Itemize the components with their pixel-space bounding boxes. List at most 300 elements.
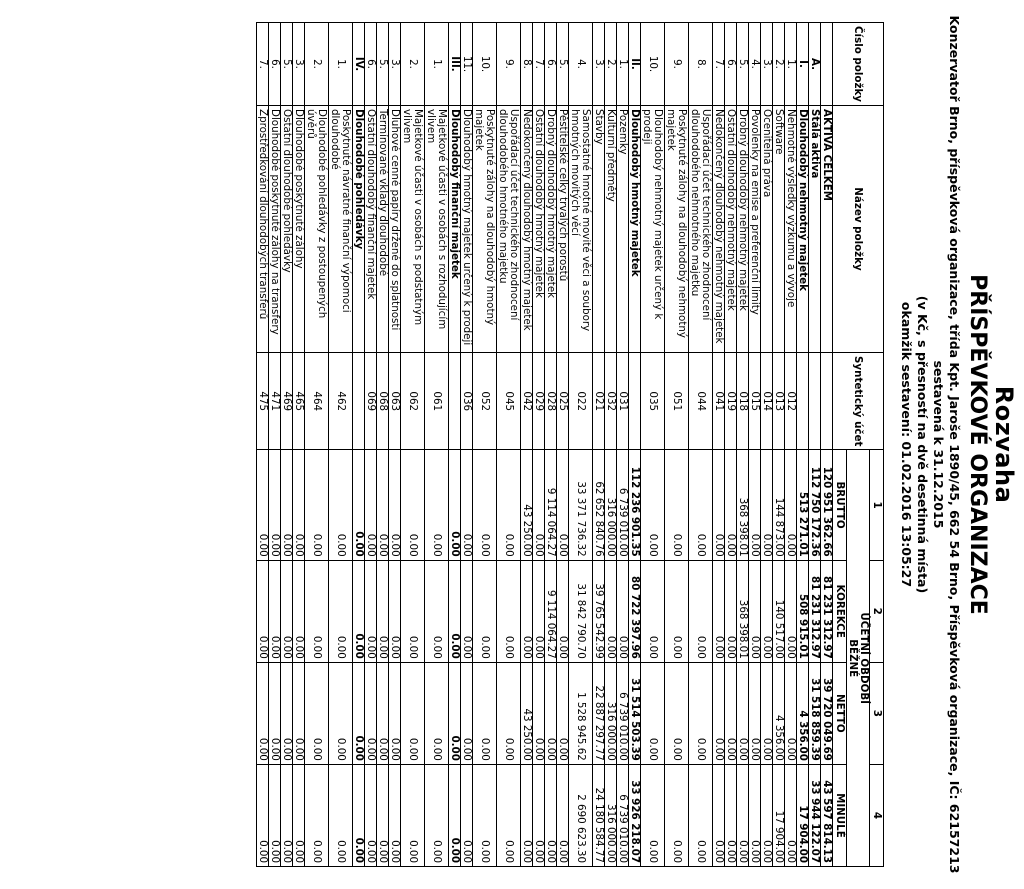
table-row — [449, 23, 461, 867]
document-title: Rozvaha — [990, 385, 1018, 504]
row-brutto: 0.00 — [305, 450, 329, 560]
row-account: 035 — [641, 353, 665, 450]
row-netto: 0.00 — [425, 662, 449, 764]
row-name: Dlouhodobé pohledávky — [353, 106, 365, 353]
col-header-account: Syntetický účet — [833, 353, 884, 450]
row-number: 5. — [557, 23, 569, 106]
row-minule: 0.00 — [425, 764, 449, 866]
row-account — [821, 353, 833, 450]
row-account: 465 — [293, 353, 305, 450]
row-minule: 0.00 — [401, 764, 425, 866]
table-row — [761, 23, 773, 867]
row-number: 6. — [365, 23, 377, 106]
row-korekce: 0.00 — [557, 560, 569, 662]
row-netto: 0.00 — [761, 662, 773, 764]
row-brutto: 0.00 — [749, 450, 761, 560]
row-minule: 316 000.00 — [605, 764, 617, 866]
row-number: 8. — [689, 23, 713, 106]
table-row — [593, 23, 605, 867]
row-minule: 6 739 010.00 — [617, 764, 629, 866]
row-name: Ostatní dlouhodobý nehmotný majetek — [725, 106, 737, 353]
row-number: 4. — [749, 23, 761, 106]
table-row — [257, 23, 269, 867]
row-account: 462 — [329, 353, 353, 450]
row-account: 014 — [761, 353, 773, 450]
table-row — [665, 23, 689, 867]
row-netto: 0.00 — [353, 662, 365, 764]
row-number: 1. — [329, 23, 353, 106]
row-korekce: 0.00 — [785, 560, 797, 662]
row-brutto: 0.00 — [665, 450, 689, 560]
row-name: Pěstitelské celky trvalých porostů — [557, 106, 569, 353]
row-netto: 0.00 — [401, 662, 425, 764]
row-minule: 0.00 — [497, 764, 521, 866]
row-number: 2. — [305, 23, 329, 106]
row-minule: 0.00 — [461, 764, 473, 866]
row-korekce: 0.00 — [461, 560, 473, 662]
row-number: 7. — [257, 23, 269, 106]
row-brutto: 0.00 — [713, 450, 725, 560]
col-number-2: 2 — [870, 560, 884, 662]
row-brutto: 0.00 — [533, 450, 545, 560]
table-row — [353, 23, 365, 867]
row-korekce: 0.00 — [689, 560, 713, 662]
row-minule: 17 904.00 — [797, 764, 809, 866]
row-account: 062 — [401, 353, 425, 450]
table-row — [557, 23, 569, 867]
row-number: I. — [797, 23, 809, 106]
row-minule: 0.00 — [689, 764, 713, 866]
row-name: Povolenky na emise a preferenční limity — [749, 106, 761, 353]
row-brutto: 0.00 — [449, 450, 461, 560]
row-brutto: 0.00 — [401, 450, 425, 560]
row-account: 025 — [557, 353, 569, 450]
timestamp-line: okamžik sestavení: 01.02.2016 13:05:27 — [899, 301, 914, 588]
row-netto: 0.00 — [449, 662, 461, 764]
row-minule: 0.00 — [281, 764, 293, 866]
row-korekce: 0.00 — [449, 560, 461, 662]
row-minule: 0.00 — [665, 764, 689, 866]
row-number: 1. — [617, 23, 629, 106]
row-name: Ostatní dlouhodobý finanční majetek — [365, 106, 377, 353]
row-brutto: 120 951 362.66 — [821, 450, 833, 560]
row-account: 036 — [461, 353, 473, 450]
table-row — [461, 23, 473, 867]
row-account: 475 — [257, 353, 269, 450]
row-korekce: 0.00 — [305, 560, 329, 662]
balance-sheet-rows — [257, 23, 833, 867]
row-korekce: 0.00 — [725, 560, 737, 662]
row-account: 028 — [545, 353, 557, 450]
row-account: 013 — [773, 353, 785, 450]
row-brutto: 112 750 172.36 — [809, 450, 821, 560]
row-minule: 0.00 — [737, 764, 749, 866]
row-netto: 0.00 — [533, 662, 545, 764]
row-brutto: 112 236 901.35 — [629, 450, 641, 560]
row-number: IV. — [353, 23, 365, 106]
row-number: A. — [809, 23, 821, 106]
col-number-4: 4 — [870, 764, 884, 866]
table-row — [473, 23, 497, 867]
row-netto: 0.00 — [281, 662, 293, 764]
row-minule: 0.00 — [641, 764, 665, 866]
row-name: Drobný dlouhodobý hmotný majetek — [545, 106, 557, 353]
row-minule: 0.00 — [257, 764, 269, 866]
col-header-korekce: KOREKCE — [833, 560, 847, 662]
row-account: 063 — [389, 353, 401, 450]
table-row — [725, 23, 737, 867]
row-number: 3. — [389, 23, 401, 106]
row-netto: 0.00 — [785, 662, 797, 764]
row-korekce: 81 231 312.97 — [809, 560, 821, 662]
row-brutto: 0.00 — [389, 450, 401, 560]
row-number: 11. — [461, 23, 473, 106]
row-account: 041 — [713, 353, 725, 450]
row-minule: 43 597 814.13 — [821, 764, 833, 866]
row-brutto: 0.00 — [557, 450, 569, 560]
row-korekce: 508 915.01 — [797, 560, 809, 662]
date-line: sestavená k 31.12.2015 — [931, 360, 946, 529]
row-minule: 0.00 — [785, 764, 797, 866]
row-brutto: 0.00 — [353, 450, 365, 560]
row-brutto: 62 652 840.76 — [593, 450, 605, 560]
row-minule: 0.00 — [545, 764, 557, 866]
row-name: Pozemky — [617, 106, 629, 353]
row-minule: 2 690 623.30 — [569, 764, 593, 866]
row-netto: 0.00 — [545, 662, 557, 764]
row-name: Kulturní předměty — [605, 106, 617, 353]
row-account: 471 — [269, 353, 281, 450]
table-row — [713, 23, 725, 867]
row-account: 052 — [473, 353, 497, 450]
row-korekce: 140 517.00 — [773, 560, 785, 662]
row-minule: 0.00 — [749, 764, 761, 866]
row-account — [629, 353, 641, 450]
row-name: Dlouhodobé poskytnuté zálohy — [293, 106, 305, 353]
row-name: Ocenitelná práva — [761, 106, 773, 353]
row-netto: 0.00 — [293, 662, 305, 764]
row-name: Stavby — [593, 106, 605, 353]
row-account: 031 — [617, 353, 629, 450]
row-korekce: 0.00 — [713, 560, 725, 662]
row-name: Dlouhodobý nehmotný majetek určený k prodeji — [641, 106, 665, 353]
row-name: Uspořádací účet technického zhodnocení dlouhodobého nehmotného majetku — [689, 106, 713, 353]
row-name: Samostatné hmotné movité věci a soubory hmotných movitých věcí — [569, 106, 593, 353]
row-account: 464 — [305, 353, 329, 450]
row-account: 032 — [605, 353, 617, 450]
row-number: 5. — [377, 23, 389, 106]
row-number: 2. — [401, 23, 425, 106]
row-name: AKTIVA CELKEM — [821, 106, 833, 353]
row-minule: 0.00 — [377, 764, 389, 866]
row-brutto: 513 271.01 — [797, 450, 809, 560]
row-name: Ostatní dlouhodobý hmotný majetek — [533, 106, 545, 353]
row-brutto: 144 873.00 — [773, 450, 785, 560]
row-number: 10. — [473, 23, 497, 106]
row-korekce: 0.00 — [749, 560, 761, 662]
row-minule: 0.00 — [329, 764, 353, 866]
row-number: 5. — [281, 23, 293, 106]
table-row — [521, 23, 533, 867]
row-number: 1. — [425, 23, 449, 106]
table-row — [425, 23, 449, 867]
row-korekce: 0.00 — [293, 560, 305, 662]
row-minule: 0.00 — [449, 764, 461, 866]
row-minule: 17 904.00 — [773, 764, 785, 866]
table-row — [269, 23, 281, 867]
row-minule: 0.00 — [353, 764, 365, 866]
table-row — [497, 23, 521, 867]
row-name: Ostatní dlouhodobé pohledávky — [281, 106, 293, 353]
row-netto: 0.00 — [557, 662, 569, 764]
table-row — [605, 23, 617, 867]
row-account — [449, 353, 461, 450]
row-minule: 33 944 122.07 — [809, 764, 821, 866]
row-name: Stálá aktiva — [809, 106, 821, 353]
row-name: Dlouhodobé poskytnuté zálohy na transfery — [269, 106, 281, 353]
row-account: 044 — [689, 353, 713, 450]
row-number: 6. — [725, 23, 737, 106]
row-netto: 0.00 — [377, 662, 389, 764]
row-number — [821, 23, 833, 106]
row-account — [797, 353, 809, 450]
row-minule: 0.00 — [365, 764, 377, 866]
row-netto: 31 514 503.39 — [629, 662, 641, 764]
row-korekce: 39 765 542.99 — [593, 560, 605, 662]
row-account — [353, 353, 365, 450]
row-netto: 0.00 — [713, 662, 725, 764]
row-korekce: 0.00 — [533, 560, 545, 662]
row-netto: 0.00 — [461, 662, 473, 764]
row-account: 018 — [737, 353, 749, 450]
row-brutto: 43 250.00 — [521, 450, 533, 560]
row-brutto: 0.00 — [257, 450, 269, 560]
row-netto: 0.00 — [269, 662, 281, 764]
row-number: 3. — [761, 23, 773, 106]
table-row — [617, 23, 629, 867]
row-brutto: 368 398.01 — [737, 450, 749, 560]
row-brutto: 0.00 — [377, 450, 389, 560]
row-name: Termínované vklady dlouhodobé — [377, 106, 389, 353]
row-brutto: 0.00 — [461, 450, 473, 560]
row-number: III. — [449, 23, 461, 106]
row-korekce: 9 114 064.27 — [545, 560, 557, 662]
balance-sheet-table — [256, 22, 884, 867]
table-row — [329, 23, 353, 867]
row-korekce: 0.00 — [521, 560, 533, 662]
row-korekce: 0.00 — [665, 560, 689, 662]
row-name: Software — [773, 106, 785, 353]
row-minule: 0.00 — [761, 764, 773, 866]
row-name: Drobný dlouhodobý nehmotný majetek — [737, 106, 749, 353]
row-netto: 43 250.00 — [521, 662, 533, 764]
row-brutto: 0.00 — [329, 450, 353, 560]
row-number: 6. — [545, 23, 557, 106]
row-number: 2. — [773, 23, 785, 106]
table-row — [797, 23, 809, 867]
row-number: 1. — [785, 23, 797, 106]
row-netto: 0.00 — [389, 662, 401, 764]
current-period-label: BĚŽNÉ — [847, 639, 859, 678]
table-row — [365, 23, 377, 867]
row-account: 061 — [425, 353, 449, 450]
row-korekce: 80 722 397.96 — [629, 560, 641, 662]
row-number: II. — [629, 23, 641, 106]
row-number: 3. — [293, 23, 305, 106]
row-number: 9. — [665, 23, 689, 106]
row-name: Uspořádací účet technického zhodnocení dlouhodobého hmotného majetku — [497, 106, 521, 353]
row-name: Nehmotné výsledky výzkumu a vývoje — [785, 106, 797, 353]
row-netto: 0.00 — [665, 662, 689, 764]
row-korekce: 0.00 — [473, 560, 497, 662]
row-brutto: 0.00 — [473, 450, 497, 560]
table-row — [785, 23, 797, 867]
row-number: 5. — [737, 23, 749, 106]
row-brutto: 0.00 — [425, 450, 449, 560]
row-netto: 0.00 — [473, 662, 497, 764]
row-minule: 0.00 — [521, 764, 533, 866]
row-brutto: 0.00 — [785, 450, 797, 560]
row-name: Dlouhodobý hmotný majetek — [629, 106, 641, 353]
row-korekce: 0.00 — [365, 560, 377, 662]
table-row — [821, 23, 833, 867]
table-row — [377, 23, 389, 867]
row-brutto: 0.00 — [497, 450, 521, 560]
row-korekce: 0.00 — [617, 560, 629, 662]
row-name: Nedokončený dlouhodobý nehmotný majetek — [713, 106, 725, 353]
row-netto: 4 356.00 — [797, 662, 809, 764]
row-korekce: 0.00 — [641, 560, 665, 662]
row-korekce: 0.00 — [353, 560, 365, 662]
row-netto: 0.00 — [737, 662, 749, 764]
row-account: 022 — [569, 353, 593, 450]
row-netto: 0.00 — [749, 662, 761, 764]
table-row — [401, 23, 425, 867]
row-number: 7. — [713, 23, 725, 106]
table-row — [293, 23, 305, 867]
row-minule: 33 926 218.07 — [629, 764, 641, 866]
row-brutto: 0.00 — [725, 450, 737, 560]
col-header-period — [847, 450, 870, 867]
row-netto: 6 739 010.00 — [617, 662, 629, 764]
col-header-brutto: BRUTTO — [833, 450, 847, 560]
row-minule: 24 180 584.77 — [593, 764, 605, 866]
row-account: 029 — [533, 353, 545, 450]
table-row — [749, 23, 761, 867]
row-korekce: 0.00 — [269, 560, 281, 662]
row-netto: 39 720 049.69 — [821, 662, 833, 764]
row-netto: 0.00 — [329, 662, 353, 764]
row-brutto: 0.00 — [761, 450, 773, 560]
row-korekce: 0.00 — [761, 560, 773, 662]
row-account: 469 — [281, 353, 293, 450]
row-account: 045 — [497, 353, 521, 450]
table-row — [569, 23, 593, 867]
row-korekce: 0.00 — [389, 560, 401, 662]
col-header-item-number: Číslo položky — [833, 23, 884, 106]
row-netto: 31 518 859.39 — [809, 662, 821, 764]
row-minule: 0.00 — [389, 764, 401, 866]
row-name: Majetkové účasti v osobách s rozhodujícím vlivem — [425, 106, 449, 353]
row-minule: 0.00 — [557, 764, 569, 866]
table-row — [389, 23, 401, 867]
row-minule: 0.00 — [533, 764, 545, 866]
row-korekce: 0.00 — [425, 560, 449, 662]
table-row — [737, 23, 749, 867]
row-netto: 0.00 — [725, 662, 737, 764]
row-name: Zprostředkování dlouhodobých transferů — [257, 106, 269, 353]
row-brutto: 0.00 — [281, 450, 293, 560]
col-header-netto: NETTO — [833, 662, 847, 764]
row-name: Dlouhodobý hmotný majetek určený k prodeji — [461, 106, 473, 353]
row-minule: 0.00 — [473, 764, 497, 866]
row-account: 068 — [377, 353, 389, 450]
row-minule: 0.00 — [725, 764, 737, 866]
row-account — [809, 353, 821, 450]
organization-line: Konzervatoř Brno, příspěvková organizace, třída Kpt. Jaroše 1890/45, 662 54 Brno, Příspěvková organizace, IČ: 62157213 — [947, 15, 962, 874]
row-netto: 1 528 945.62 — [569, 662, 593, 764]
col-header-item-name: Název položky — [833, 106, 884, 353]
table-row — [773, 23, 785, 867]
table-row — [281, 23, 293, 867]
row-netto: 4 356.00 — [773, 662, 785, 764]
row-number: 3. — [593, 23, 605, 106]
row-netto: 0.00 — [689, 662, 713, 764]
table-row — [305, 23, 329, 867]
row-account: 015 — [749, 353, 761, 450]
row-brutto: 6 739 010.00 — [617, 450, 629, 560]
row-korekce: 0.00 — [377, 560, 389, 662]
row-korekce: 31 842 790.70 — [569, 560, 593, 662]
row-netto: 0.00 — [305, 662, 329, 764]
row-name: Nedokončený dlouhodobý hmotný majetek — [521, 106, 533, 353]
row-brutto: 0.00 — [689, 450, 713, 560]
period-label: ÚČETNÍ OBDOBÍ — [858, 612, 870, 704]
row-korekce: 81 231 312.97 — [821, 560, 833, 662]
row-brutto: 316 000.00 — [605, 450, 617, 560]
row-name: Dlouhodobý finanční majetek — [449, 106, 461, 353]
row-brutto: 0.00 — [293, 450, 305, 560]
row-name: Poskytnuté zálohy na dlouhodobý nehmotný majetek — [665, 106, 689, 353]
row-number: 6. — [269, 23, 281, 106]
row-netto: 316 000.00 — [605, 662, 617, 764]
row-number: 7. — [533, 23, 545, 106]
row-account: 069 — [365, 353, 377, 450]
row-number: 9. — [497, 23, 521, 106]
row-netto: 0.00 — [497, 662, 521, 764]
row-netto: 22 887 297.77 — [593, 662, 605, 764]
row-name: Dlouhodobé pohledávky z postoupených úvěrů — [305, 106, 329, 353]
row-number: 2. — [605, 23, 617, 106]
row-name: Majetkové účasti v osobách s podstatným vlivem — [401, 106, 425, 353]
document-subtitle: PŘÍSPĚVKOVÉ ORGANIZACE — [965, 274, 990, 615]
row-name: Poskytnuté zálohy na dlouhodobý hmotný majetek — [473, 106, 497, 353]
row-number: 4. — [569, 23, 593, 106]
col-number-1: 1 — [870, 450, 884, 560]
table-row — [629, 23, 641, 867]
row-account: 042 — [521, 353, 533, 450]
row-korekce: 0.00 — [329, 560, 353, 662]
row-brutto: 9 114 064.27 — [545, 450, 557, 560]
row-brutto: 0.00 — [365, 450, 377, 560]
row-name: Dluhové cenné papíry držené do splatnosti — [389, 106, 401, 353]
col-header-minule: MINULÉ — [833, 764, 847, 866]
row-account: 019 — [725, 353, 737, 450]
row-korekce: 368 398.01 — [737, 560, 749, 662]
row-korekce: 0.00 — [605, 560, 617, 662]
row-netto: 0.00 — [641, 662, 665, 764]
row-netto: 0.00 — [365, 662, 377, 764]
